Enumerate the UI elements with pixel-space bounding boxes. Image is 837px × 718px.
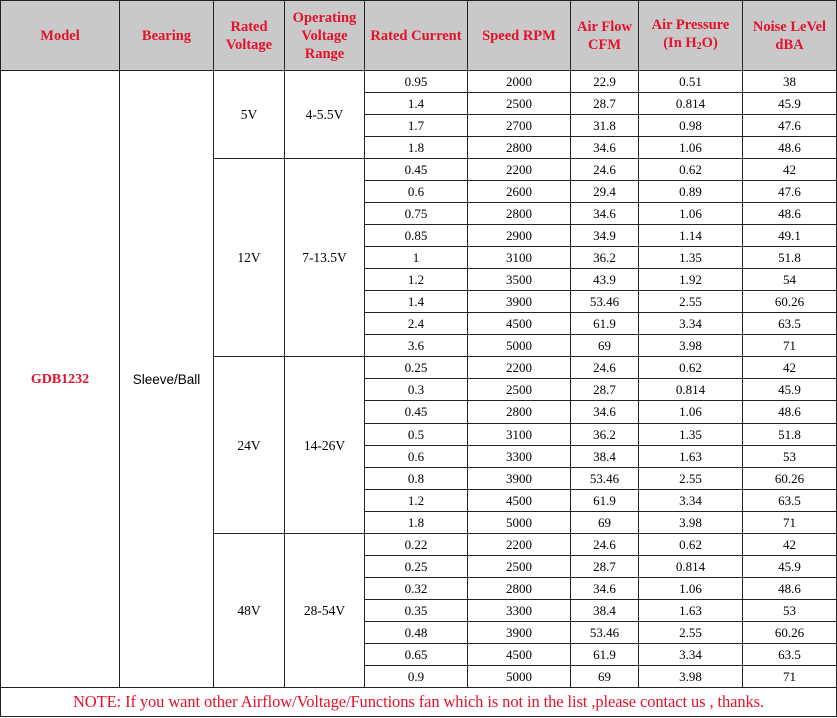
air-pressure-cell: 0.89 [639,181,743,203]
airflow-cfm-cell: 69 [571,511,639,533]
airflow-cfm-cell: 24.6 [571,533,639,555]
header-air-pressure: Air Pressure (In $H_2O$) [639,1,743,71]
header-bearing: Bearing [120,1,214,71]
airflow-cfm-cell: 36.2 [571,423,639,445]
rated-current-cell: 0.35 [365,599,468,621]
speed-rpm-cell: 2800 [468,203,571,225]
rated-current-cell: 1.4 [365,291,468,313]
speed-rpm-cell: 2700 [468,115,571,137]
air-pressure-cell: 3.98 [639,665,743,687]
air-pressure-cell: 3.34 [639,489,743,511]
rated-current-cell: 0.6 [365,445,468,467]
air-pressure-cell: 0.51 [639,71,743,93]
header-airflow: Air Flow CFM [571,1,639,71]
speed-rpm-cell: 3900 [468,291,571,313]
rated-voltage-cell: 12V [214,159,285,357]
rated-current-cell: 0.85 [365,225,468,247]
airflow-cfm-cell: 31.8 [571,115,639,137]
rated-current-cell: 0.9 [365,665,468,687]
speed-rpm-cell: 5000 [468,511,571,533]
airflow-cfm-cell: 36.2 [571,247,639,269]
airflow-cfm-cell: 53.46 [571,467,639,489]
air-pressure-cell: 0.814 [639,379,743,401]
airflow-cfm-cell: 69 [571,665,639,687]
rated-current-cell: 0.75 [365,203,468,225]
airflow-cfm-cell: 29.4 [571,181,639,203]
operating-range-cell: 28-54V [285,533,365,687]
airflow-cfm-cell: 24.6 [571,357,639,379]
airflow-cfm-cell: 28.7 [571,93,639,115]
airflow-cfm-cell: 28.7 [571,555,639,577]
header-model: Model [1,1,120,71]
rated-current-cell: 0.5 [365,423,468,445]
speed-rpm-cell: 4500 [468,313,571,335]
rated-current-cell: 0.22 [365,533,468,555]
speed-rpm-cell: 2200 [468,357,571,379]
speed-rpm-cell: 2600 [468,181,571,203]
airflow-cfm-cell: 34.6 [571,203,639,225]
air-pressure-cell: 1.14 [639,225,743,247]
air-pressure-cell: 1.06 [639,401,743,423]
air-pressure-cell: 1.35 [639,247,743,269]
air-pressure-cell: 0.62 [639,533,743,555]
speed-rpm-cell: 5000 [468,335,571,357]
air-pressure-cell: 0.814 [639,93,743,115]
rated-current-cell: 0.45 [365,401,468,423]
speed-rpm-cell: 3900 [468,621,571,643]
header-operating-range: Operating Voltage Range [285,1,365,71]
noise-dba-cell: 48.6 [743,577,837,599]
airflow-cfm-cell: 53.46 [571,291,639,313]
air-pressure-cell: 3.34 [639,643,743,665]
air-pressure-cell: 0.98 [639,115,743,137]
rated-current-cell: 0.32 [365,577,468,599]
airflow-cfm-cell: 61.9 [571,643,639,665]
table-body [1,71,837,688]
noise-dba-cell: 47.6 [743,181,837,203]
speed-rpm-cell: 3300 [468,599,571,621]
noise-dba-cell: 60.26 [743,621,837,643]
airflow-cfm-cell: 38.4 [571,599,639,621]
air-pressure-cell: 0.814 [639,555,743,577]
air-pressure-cell: 1.92 [639,269,743,291]
note-text: NOTE: If you want other Airflow/Voltage/Functions fan which is not in the list ,please contact us , thanks. [1,688,837,717]
rated-current-cell: 0.65 [365,643,468,665]
air-pressure-cell: 3.98 [639,511,743,533]
rated-current-cell: 1.8 [365,511,468,533]
rated-current-cell: 1.2 [365,489,468,511]
rated-current-cell: 3.6 [365,335,468,357]
table-row [1,71,837,93]
speed-rpm-cell: 2500 [468,93,571,115]
airflow-cfm-cell: 43.9 [571,269,639,291]
operating-range-cell: 7-13.5V [285,159,365,357]
rated-current-cell: 1.7 [365,115,468,137]
rated-current-cell: 1.4 [365,93,468,115]
rated-current-cell: 0.25 [365,555,468,577]
speed-rpm-cell: 2800 [468,577,571,599]
noise-dba-cell: 48.6 [743,401,837,423]
speed-rpm-cell: 2200 [468,533,571,555]
noise-dba-cell: 38 [743,71,837,93]
rated-current-cell: 0.25 [365,357,468,379]
air-pressure-cell: 1.06 [639,137,743,159]
noise-dba-cell: 53 [743,445,837,467]
noise-dba-cell: 42 [743,533,837,555]
speed-rpm-cell: 2900 [468,225,571,247]
airflow-cfm-cell: 61.9 [571,313,639,335]
note-row [1,688,837,717]
rated-current-cell: 0.95 [365,71,468,93]
airflow-cfm-cell: 53.46 [571,621,639,643]
noise-dba-cell: 48.6 [743,137,837,159]
speed-rpm-cell: 2500 [468,555,571,577]
air-pressure-cell: 0.62 [639,357,743,379]
airflow-cfm-cell: 34.6 [571,577,639,599]
rated-current-cell: 0.8 [365,467,468,489]
airflow-cfm-cell: 24.6 [571,159,639,181]
noise-dba-cell: 60.26 [743,291,837,313]
air-pressure-cell: 1.06 [639,203,743,225]
noise-dba-cell: 71 [743,335,837,357]
rated-current-cell: 2.4 [365,313,468,335]
speed-rpm-cell: 4500 [468,489,571,511]
speed-rpm-cell: 2800 [468,137,571,159]
rated-current-cell: 1 [365,247,468,269]
bearing-cell: Sleeve/Ball [120,71,214,688]
air-pressure-cell: 3.34 [639,313,743,335]
noise-dba-cell: 42 [743,159,837,181]
speed-rpm-cell: 3300 [468,445,571,467]
air-pressure-cell: 2.55 [639,291,743,313]
speed-rpm-cell: 3500 [468,269,571,291]
noise-dba-cell: 45.9 [743,379,837,401]
noise-dba-cell: 51.8 [743,247,837,269]
rated-current-cell: 1.8 [365,137,468,159]
model-cell: GDB1232 [1,71,120,688]
operating-range-cell: 4-5.5V [285,71,365,159]
airflow-cfm-cell: 34.6 [571,401,639,423]
air-pressure-cell: 2.55 [639,467,743,489]
air-pressure-cell: 0.62 [639,159,743,181]
header-row [1,1,837,71]
speed-rpm-cell: 4500 [468,643,571,665]
header-noise: Noise LeVel dBA [743,1,837,71]
airflow-cfm-cell: 38.4 [571,445,639,467]
rated-voltage-cell: 5V [214,71,285,159]
air-pressure-cell: 1.63 [639,599,743,621]
noise-dba-cell: 60.26 [743,467,837,489]
air-pressure-cell: 1.63 [639,445,743,467]
airflow-cfm-cell: 22.9 [571,71,639,93]
airflow-cfm-cell: 61.9 [571,489,639,511]
airflow-cfm-cell: 34.6 [571,137,639,159]
noise-dba-cell: 49.1 [743,225,837,247]
noise-dba-cell: 63.5 [743,489,837,511]
noise-dba-cell: 71 [743,511,837,533]
header-rated-voltage: Rated Voltage [214,1,285,71]
speed-rpm-cell: 5000 [468,665,571,687]
rated-current-cell: 0.48 [365,621,468,643]
speed-rpm-cell: 2000 [468,71,571,93]
header-speed: Speed RPM [468,1,571,71]
airflow-cfm-cell: 69 [571,335,639,357]
rated-voltage-cell: 48V [214,533,285,687]
speed-rpm-cell: 2800 [468,401,571,423]
airflow-cfm-cell: 34.9 [571,225,639,247]
noise-dba-cell: 63.5 [743,643,837,665]
speed-rpm-cell: 3900 [468,467,571,489]
air-pressure-cell: 2.55 [639,621,743,643]
header-rated-current: Rated Current [365,1,468,71]
speed-rpm-cell: 3100 [468,423,571,445]
speed-rpm-cell: 2200 [468,159,571,181]
speed-rpm-cell: 2500 [468,379,571,401]
rated-current-cell: 0.3 [365,379,468,401]
noise-dba-cell: 53 [743,599,837,621]
air-pressure-cell: 1.35 [639,423,743,445]
noise-dba-cell: 71 [743,665,837,687]
noise-dba-cell: 45.9 [743,555,837,577]
noise-dba-cell: 47.6 [743,115,837,137]
airflow-cfm-cell: 28.7 [571,379,639,401]
rated-current-cell: 0.6 [365,181,468,203]
noise-dba-cell: 54 [743,269,837,291]
noise-dba-cell: 48.6 [743,203,837,225]
rated-voltage-cell: 24V [214,357,285,533]
speed-rpm-cell: 3100 [468,247,571,269]
air-pressure-cell: 3.98 [639,335,743,357]
rated-current-cell: 1.2 [365,269,468,291]
rated-current-cell: 0.45 [365,159,468,181]
noise-dba-cell: 63.5 [743,313,837,335]
operating-range-cell: 14-26V [285,357,365,533]
noise-dba-cell: 42 [743,357,837,379]
air-pressure-cell: 1.06 [639,577,743,599]
noise-dba-cell: 45.9 [743,93,837,115]
noise-dba-cell: 51.8 [743,423,837,445]
